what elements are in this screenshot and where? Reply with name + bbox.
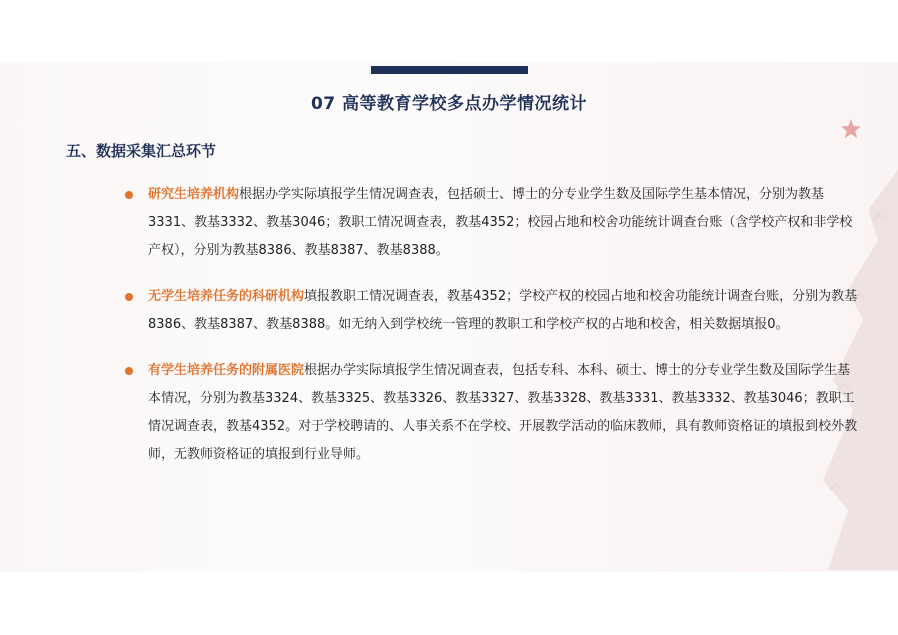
title-accent-bar — [371, 66, 528, 74]
bullet-item — [148, 283, 858, 339]
bullet-text: 填报教职工情况调查表，教基4352；学校产权的校园占地和校舍功能统计调查台账，分别为教基8386、教基8387、教基8388。如无纳入到学校统一管理的教职工和学校产权的占地和校舍，相关数据填报0。 — [148, 289, 858, 332]
bullet-dot-icon — [125, 367, 133, 375]
bullet-dot-icon — [125, 293, 133, 301]
bullet-keyword: 有学生培养任务的附属医院 — [148, 363, 305, 378]
bullet-list — [148, 181, 858, 487]
bullet-item — [148, 357, 858, 469]
star-icon — [840, 118, 862, 140]
bullet-keyword: 研究生培养机构 — [148, 187, 240, 202]
bullet-text: 根据办学实际填报学生情况调查表，包括硕士、博士的分专业学生数及国际学生基本情况，分别为教基3331、教基3332、教基3046；教职工情况调查表，教基4352；校园占地和校舍功能统计调查台账（含学校产权和非学校产权），分别为教基8386、教基8387、教基8388。 — [148, 187, 853, 258]
bullet-keyword: 无学生培养任务的科研机构 — [148, 289, 305, 304]
bullet-text: 根据办学实际填报学生情况调查表，包括专科、本科、硕士、博士的分专业学生数及国际学生基本情况，分别为教基3324、教基3325、教基3326、教基3327、教基3328、教基3331、教基3332、教基3046；教职工情况调查表，教基4352。对于学校聘请的、人事关系不在学校、开展教学活动的临床教师，具有教师资格证的填报到校外教师，无教师资格证的填报到行业导师。 — [148, 363, 858, 462]
bullet-dot-icon — [125, 191, 133, 199]
section-heading: 五、数据采集汇总环节 — [66, 142, 217, 160]
bullet-item — [148, 181, 858, 265]
slide-title: 07 高等教育学校多点办学情况统计 — [310, 94, 588, 114]
